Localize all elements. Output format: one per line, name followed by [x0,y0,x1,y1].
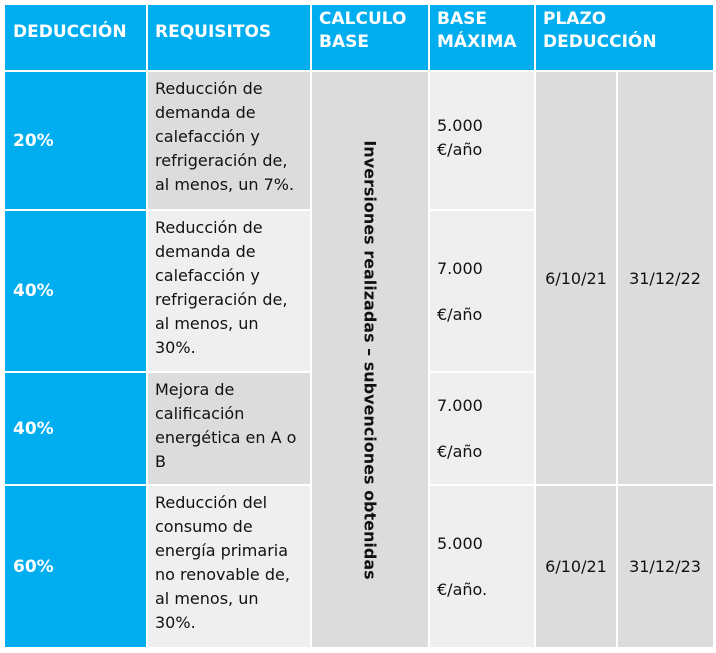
base-maxima-unit: €/año [437,442,483,461]
requisito-line: Reducción de [155,218,263,237]
grid-line [5,209,311,211]
header-deduccion [5,5,147,70]
base-maxima-cell [429,72,535,209]
plazo-hasta-value: 31/12/22 [629,268,701,288]
deduccion-value: 40% [13,418,54,439]
base-maxima-unit: €/año [437,305,483,324]
deduccion-cell [5,211,147,371]
grid-line [616,72,618,647]
deduccion-cell [5,72,147,209]
base-maxima-amount: 5.000 [437,116,483,135]
header-plazo-deduccion [535,5,713,70]
plazo-hasta-cell [617,486,713,647]
requisito-line: al menos, un [155,589,259,608]
plazo-desde-value: 6/10/21 [545,268,607,288]
grid-line [5,484,311,486]
header-deduccion-label: DEDUCCIÓN [13,22,127,42]
plazo-hasta-value: 31/12/23 [629,557,701,576]
requisito-line: B [155,452,166,471]
grid-line [429,371,535,373]
header-calculo-base [311,5,429,70]
base-maxima-amount: 7.000 [437,396,483,415]
base-maxima-cell [429,373,535,484]
plazo-desde-cell [535,72,617,484]
requisito-line: energética en A o [155,428,297,447]
plazo-desde-value: 6/10/21 [545,557,607,576]
header-requisitos-label: REQUISITOS [155,22,272,42]
deduccion-value: 40% [13,281,54,301]
requisito-cell [147,373,311,484]
requisito-line: Reducción del [155,493,268,512]
calculo-base-cell [311,72,429,647]
grid-line [5,371,311,373]
grid-line [534,5,536,647]
requisito-cell [147,72,311,209]
requisito-cell [147,486,311,647]
requisito-line: energía primaria [155,541,289,560]
grid-line [310,5,312,647]
plazo-hasta-cell [617,72,713,484]
grid-line [428,5,430,647]
plazo-desde-cell [535,486,617,647]
calculo-base-text: Inversiones realizadas – subvenciones obtenidas [360,139,380,580]
requisito-line: refrigeración de, [155,290,288,309]
requisito-line: Reducción de [155,79,263,98]
header-requisitos [147,5,311,70]
header-calculo-label: CALCULO [319,9,407,29]
base-maxima-unit: €/año [437,140,483,159]
requisito-line: calefacción y [155,266,260,285]
deduccion-cell [5,486,147,647]
base-maxima-cell [429,211,535,371]
requisito-line: demanda de [155,242,256,261]
requisito-line: Mejora de [155,380,235,399]
deduccion-value: 60% [13,556,54,577]
requisito-line: refrigeración de, [155,151,288,170]
requisito-line: demanda de [155,103,256,122]
deduction-table [5,5,713,647]
header-base-maxima-line1: BASE [437,9,487,29]
requisito-line: no renovable de, [155,565,290,584]
header-base-maxima [429,5,535,70]
grid-line [146,5,148,647]
deduccion-value: 20% [13,130,54,151]
grid-line [429,209,535,211]
base-maxima-unit: €/año. [437,580,488,599]
header-plazo-line1: PLAZO [543,9,607,29]
requisito-line: al menos, un [155,314,259,333]
requisito-line: 30%. [155,613,196,632]
header-plazo-line2: DEDUCCIÓN [543,32,657,52]
requisito-line: al menos, un 7%. [155,175,295,194]
requisito-cell [147,211,311,371]
header-base-maxima-line2: MÁXIMA [437,32,517,52]
base-maxima-amount: 7.000 [437,259,483,278]
requisito-line: 30%. [155,338,196,357]
requisito-line: calefacción y [155,127,260,146]
grid-line [429,484,713,486]
header-base-label: BASE [319,32,369,52]
requisito-line: consumo de [155,517,253,536]
base-maxima-amount: 5.000 [437,534,483,553]
requisito-line: calificación [155,404,245,423]
grid-line [5,70,713,72]
deduccion-cell [5,373,147,484]
base-maxima-cell [429,486,535,647]
